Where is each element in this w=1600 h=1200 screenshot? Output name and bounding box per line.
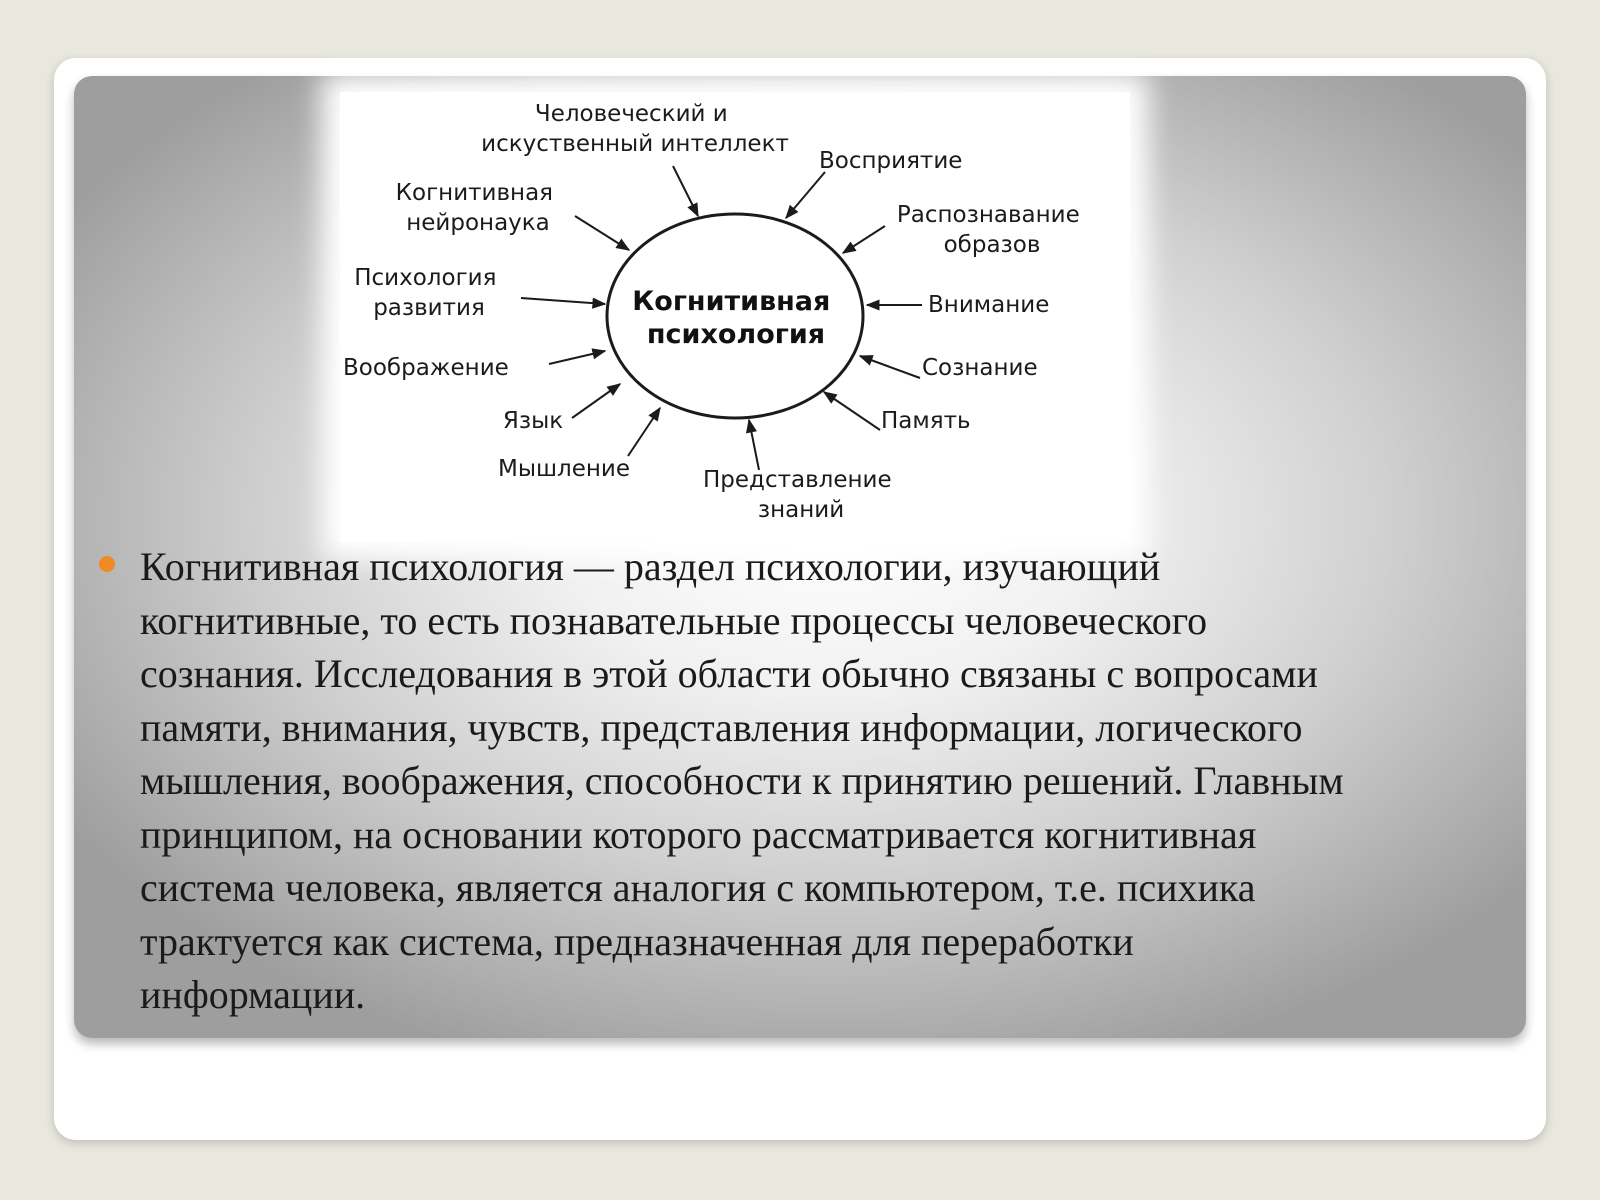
label-memory: Память [881, 408, 971, 434]
arrow-pattern-recognition [843, 226, 885, 253]
label-developmental-psychology: Психология развития [354, 265, 497, 321]
label-thinking: Мышление [497, 456, 631, 482]
arrow-memory [824, 392, 880, 430]
label-cognitive-neuroscience: Когнитивная нейронаука [395, 180, 554, 236]
center-label-line-2: психология [646, 319, 826, 350]
diagram-canvas [340, 92, 1130, 542]
arrow-cognitive-neuroscience [575, 216, 629, 250]
paragraph-line: когнитивные, то есть познавательные процессы человеческого [140, 597, 1208, 643]
label-perception: Восприятие [819, 148, 963, 174]
arrow-perception [786, 172, 825, 218]
arrow-consciousness [860, 356, 920, 378]
cognitive-psychology-diagram [340, 92, 1130, 542]
paragraph-line: трактуется как система, предназначенная для переработки [140, 918, 1134, 964]
arrow-language [572, 384, 620, 418]
paragraph-line: мышления, воображения, способности к принятию решений. Главным [140, 758, 1344, 803]
arrow-thinking [628, 408, 660, 456]
label-imagination: Воображение [343, 355, 509, 381]
label-attention: Внимание [928, 292, 1050, 318]
bullet-paragraph [140, 540, 1500, 1022]
arrow-imagination [549, 351, 605, 364]
label-intellect: Человеческий и искуственный интеллект [481, 101, 789, 157]
paragraph-line: принципом, на основании которого рассматривается когнитивная [140, 811, 1257, 857]
arrow-intellect [673, 166, 698, 216]
label-pattern-recognition: Распознавание образов [896, 202, 1080, 258]
arrow-knowledge-representation [749, 420, 759, 470]
label-consciousness: Сознание [922, 355, 1038, 381]
paragraph-line: памяти, внимания, чувств, представления информации, логического [140, 704, 1303, 750]
paragraph-line: сознания. Исследования в этой области обычно связаны с вопросами [140, 651, 1318, 696]
paragraph-line: информации. [140, 972, 366, 1017]
bullet-dot [99, 556, 115, 572]
paragraph-line: система человека, является аналогия с компьютером, т.е. психика [140, 865, 1256, 910]
label-language: Язык [502, 408, 564, 434]
paragraph-line: Когнитивная психология — раздел психологии, изучающий [140, 544, 1161, 589]
label-knowledge-representation: Представление знаний [703, 467, 892, 523]
arrow-developmental-psychology [521, 298, 605, 304]
center-label-line-1: Когнитивная [632, 286, 831, 317]
